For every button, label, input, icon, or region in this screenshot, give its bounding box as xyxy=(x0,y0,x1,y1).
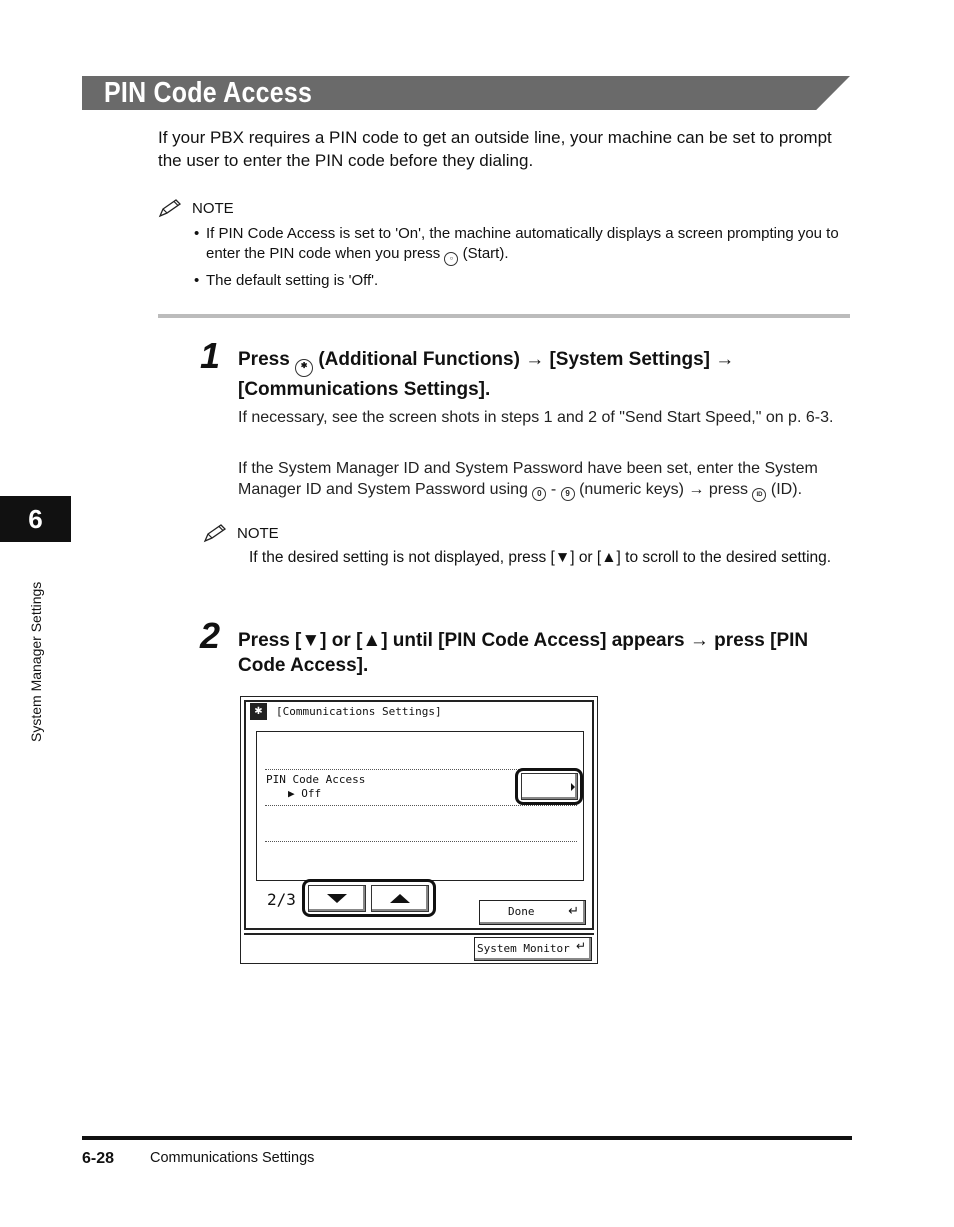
item-value: ▶ Off xyxy=(288,787,322,800)
scroll-up-button[interactable] xyxy=(371,885,429,912)
intro-paragraph: If your PBX requires a PIN code to get an outside line, your machine can be set to prompt the user to enter the PIN code before they dialing. xyxy=(158,128,832,170)
list-item xyxy=(266,773,365,801)
chapter-tab: 6 xyxy=(0,496,71,542)
note-block xyxy=(203,523,843,568)
settings-icon: ✱ xyxy=(250,703,267,720)
section-title: PIN Code Access xyxy=(104,77,313,109)
arrow-icon: → xyxy=(525,349,545,370)
settings-list xyxy=(256,731,584,881)
arrow-icon: → xyxy=(715,349,735,370)
item-label: PIN Code Access xyxy=(266,773,366,786)
note-bullet: • If PIN Code Access is set to 'On', the machine automatically displays a screen prompting you to enter the PIN code when you press ○ (Start). xyxy=(194,224,858,266)
key-0-icon: 0 xyxy=(532,487,546,501)
id-key-icon: ID xyxy=(752,488,766,502)
pencil-icon xyxy=(158,198,184,218)
screen-title: [Communications Settings] xyxy=(276,705,442,718)
step-number: 2 xyxy=(200,615,221,656)
additional-functions-icon: ✱ xyxy=(295,359,313,377)
scroll-down-button[interactable] xyxy=(308,885,366,912)
footer-rule xyxy=(82,1136,852,1140)
chapter-label: System Manager Settings xyxy=(28,581,44,742)
step-heading: Press ✱ (Additional Functions) → [System Settings] → [Communications Settings]. xyxy=(238,349,735,400)
triangle-down-icon xyxy=(327,894,347,903)
arrow-icon: → xyxy=(689,630,709,651)
start-key-icon: ○ xyxy=(444,252,458,266)
note-body: If the desired setting is not displayed, press [▼] or [▲] to scroll to the desired setting. xyxy=(249,549,832,566)
triangle-right-icon xyxy=(571,783,575,791)
page-number: 6-28 xyxy=(82,1150,115,1167)
section-divider xyxy=(158,314,850,318)
triangle-up-icon xyxy=(390,894,410,903)
step-number: 1 xyxy=(200,335,221,376)
done-label: Done xyxy=(508,905,535,918)
arrow-icon: → xyxy=(688,481,705,498)
note-bullet: • The default setting is 'Off'. xyxy=(194,271,858,291)
footer-section: Communications Settings xyxy=(150,1150,315,1166)
page-indicator: 2/3 xyxy=(267,890,296,909)
key-9-icon: 9 xyxy=(561,487,575,501)
return-icon: ↵ xyxy=(575,939,586,953)
note-label: NOTE xyxy=(237,524,279,542)
list-divider xyxy=(265,805,577,806)
step-heading: Press [▼] or [▲] until [PIN Code Access] appears → press [PIN Code Access]. xyxy=(238,630,809,676)
list-divider xyxy=(265,841,577,842)
step-paragraph: If the System Manager ID and System Password have been set, enter the System Manager ID and System Password using 0 - 9 (numeric keys) → press ID (ID). xyxy=(238,458,854,502)
pin-code-access-button[interactable] xyxy=(521,773,578,800)
step-paragraph: If necessary, see the screen shots in steps 1 and 2 of "Send Start Speed," on p. 6-3. xyxy=(238,409,834,426)
note-block xyxy=(158,198,858,296)
system-monitor-label: System Monitor xyxy=(477,942,570,955)
return-icon: ↵ xyxy=(568,903,579,918)
pencil-icon xyxy=(203,523,229,543)
note-label: NOTE xyxy=(192,199,234,217)
